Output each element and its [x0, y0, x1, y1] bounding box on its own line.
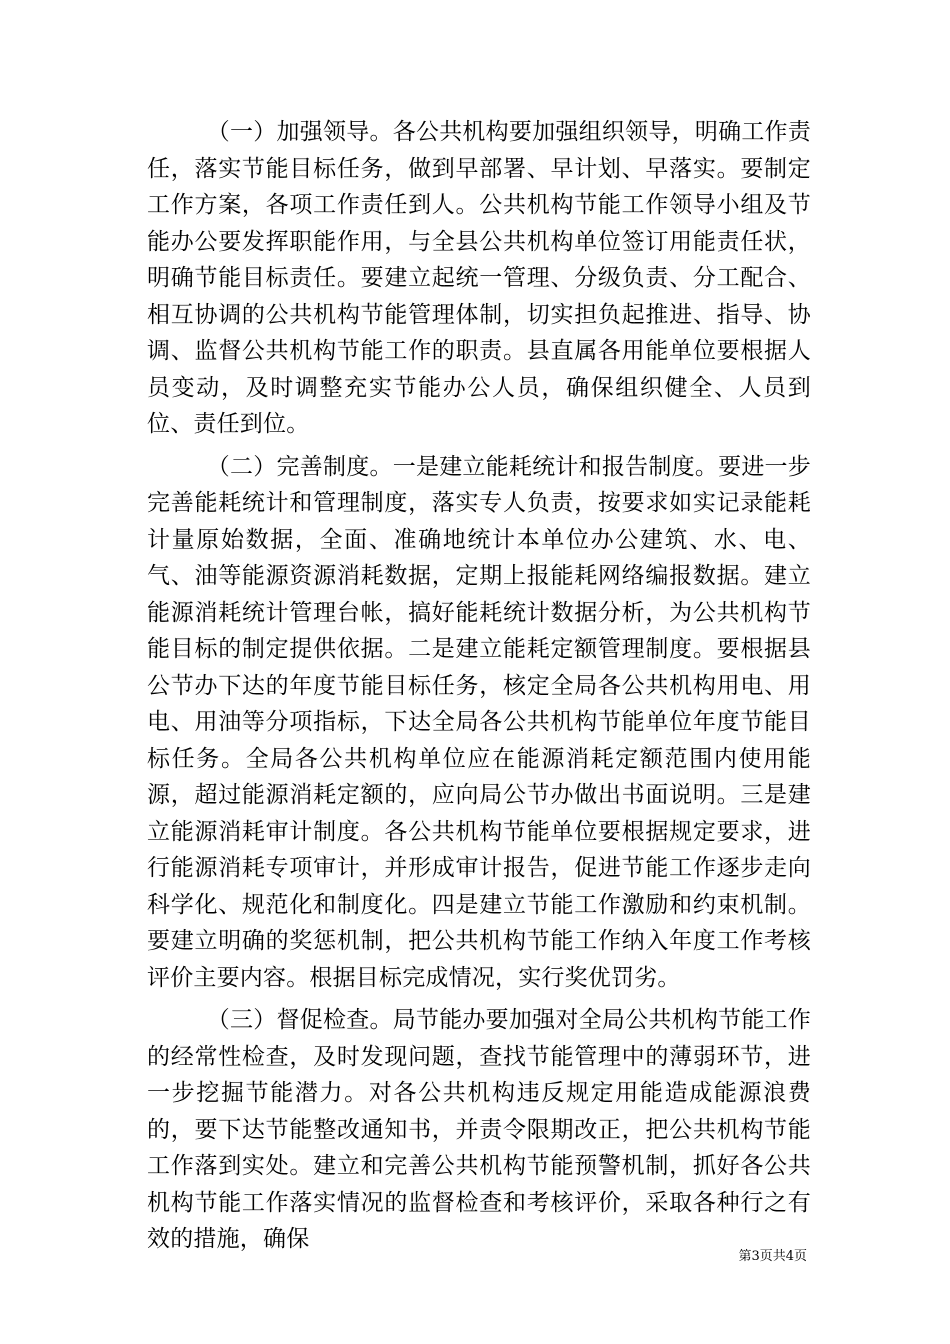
paragraph-strengthen-leadership: （一）加强领导。各公共机构要加强组织领导，明确工作责任，落实节能目标任务，做到早部署、早计划、早落实。要制定工作方案，各项工作责任到人。公共机构节能工作领导小组及节能办公要发挥职能作用，与全县公共机构单位签订用能责任状，明确节能目标责任。要建立起统一管理、分级负责、分工配合、相互协调的公共机构节能管理体制，切实担负起推进、指导、协调、监督公共机构节能工作的职责。县直属各用能单位要根据人员变动，及时调整充实节能办公人员，确保组织健全、人员到位、责任到位。 [147, 119, 811, 437]
paragraph-supervise-inspect: （三）督促检查。局节能办要加强对全局公共机构节能工作的经常性检查，及时发现问题，查找节能管理中的薄弱环节，进一步挖掘节能潜力。对各公共机构违反规定用能造成能源浪费的，要下达节能整改通知书，并责令限期改正，把公共机构节能工作落到实处。建立和完善公共机构节能预警机制，抓好各公共机构节能工作落实情况的监督检查和考核评价，采取各种行之有效的措施，确保 [147, 1007, 811, 1252]
paragraph-improve-system: （二）完善制度。一是建立能耗统计和报告制度。要进一步完善能耗统计和管理制度，落实专人负责，按要求如实记录能耗计量原始数据，全面、准确地统计本单位办公建筑、水、电、气、油等能源资源消耗数据，定期上报能耗网络编报数据。建立能源消耗统计管理台帐，搞好能耗统计数据分析，为公共机构节能目标的制定提供依据。二是建立能耗定额管理制度。要根据县公节办下达的年度节能目标任务，核定全局各公共机构用电、用电、用油等分项指标，下达全局各公共机构节能单位年度节能目标任务。全局各公共机构单位应在能源消耗定额范围内使用能源，超过能源消耗定额的，应向局公节办做出书面说明。三是建立能源消耗审计制度。各公共机构节能单位要根据规定要求，进行能源消耗专项审计，并形成审计报告，促进节能工作逐步走向科学化、规范化和制度化。四是建立节能工作激励和约束机制。要建立明确的奖惩机制，把公共机构节能工作纳入年度工作考核评价主要内容。根据目标完成情况，实行奖优罚劣。 [147, 453, 811, 991]
document-body [147, 114, 811, 1258]
page-number: 第3页共4页 [738, 1249, 807, 1264]
